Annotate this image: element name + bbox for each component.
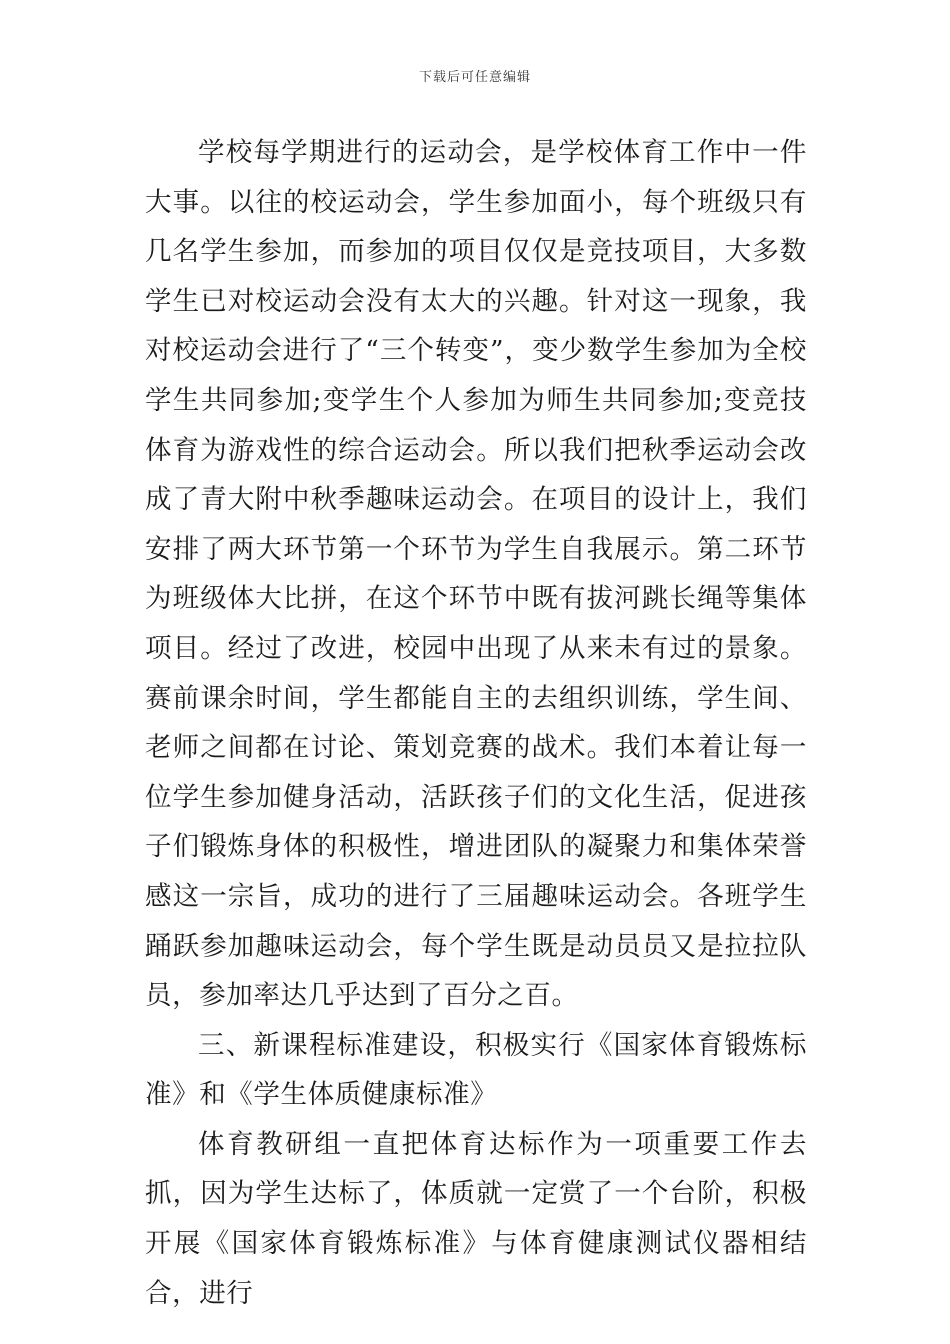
document-body: [145, 128, 807, 1318]
paragraph-fitness-standard: 体育教研组一直把体育达标作为一项重要工作去抓，因为学生达标了，体质就一定赏了一个台阶，积极开展《国家体育锻炼标准》与体育健康测试仪器相结合，进行: [145, 1128, 807, 1309]
page-header: 下载后可任意编辑: [418, 70, 531, 85]
paragraph-sports-meet: 学校每学期进行的运动会，是学校体育工作中一件大事。以往的校运动会，学生参加面小，每个班级只有几名学生参加，而参加的项目仅仅是竞技项目，大多数学生已对校运动会没有太大的兴趣。针对这一现象，我对校运动会进行了“三个转变”，变少数学生参加为全校学生共同参加;变学生个人参加为师生共同参加;变竞技体育为游戏性的综合运动会。所以我们把秋季运动会改成了青大附中秋季趣味运动会。在项目的设计上，我们安排了两大环节第一个环节为学生自我展示。第二环节为班级体大比拼，在这个环节中既有拔河跳长绳等集体项目。经过了改进，校园中出现了从来未有过的景象。赛前课余时间，学生都能自主的去组织训练，学生间、老师之间都在讨论、策划竞赛的战术。我们本着让每一位学生参加健身活动，活跃孩子们的文化生活，促进孩子们锻炼身体的积极性，增进团队的凝聚力和集体荣誉感这一宗旨，成功的进行了三届趣味运动会。各班学生踊跃参加趣味运动会，每个学生既是动员员又是拉拉队员，参加率达几乎达到了百分之百。: [145, 137, 807, 1012]
paragraph-section-three-heading: 三、新课程标准建设，积极实行《国家体育锻炼标准》和《学生体质健康标准》: [145, 1029, 807, 1111]
